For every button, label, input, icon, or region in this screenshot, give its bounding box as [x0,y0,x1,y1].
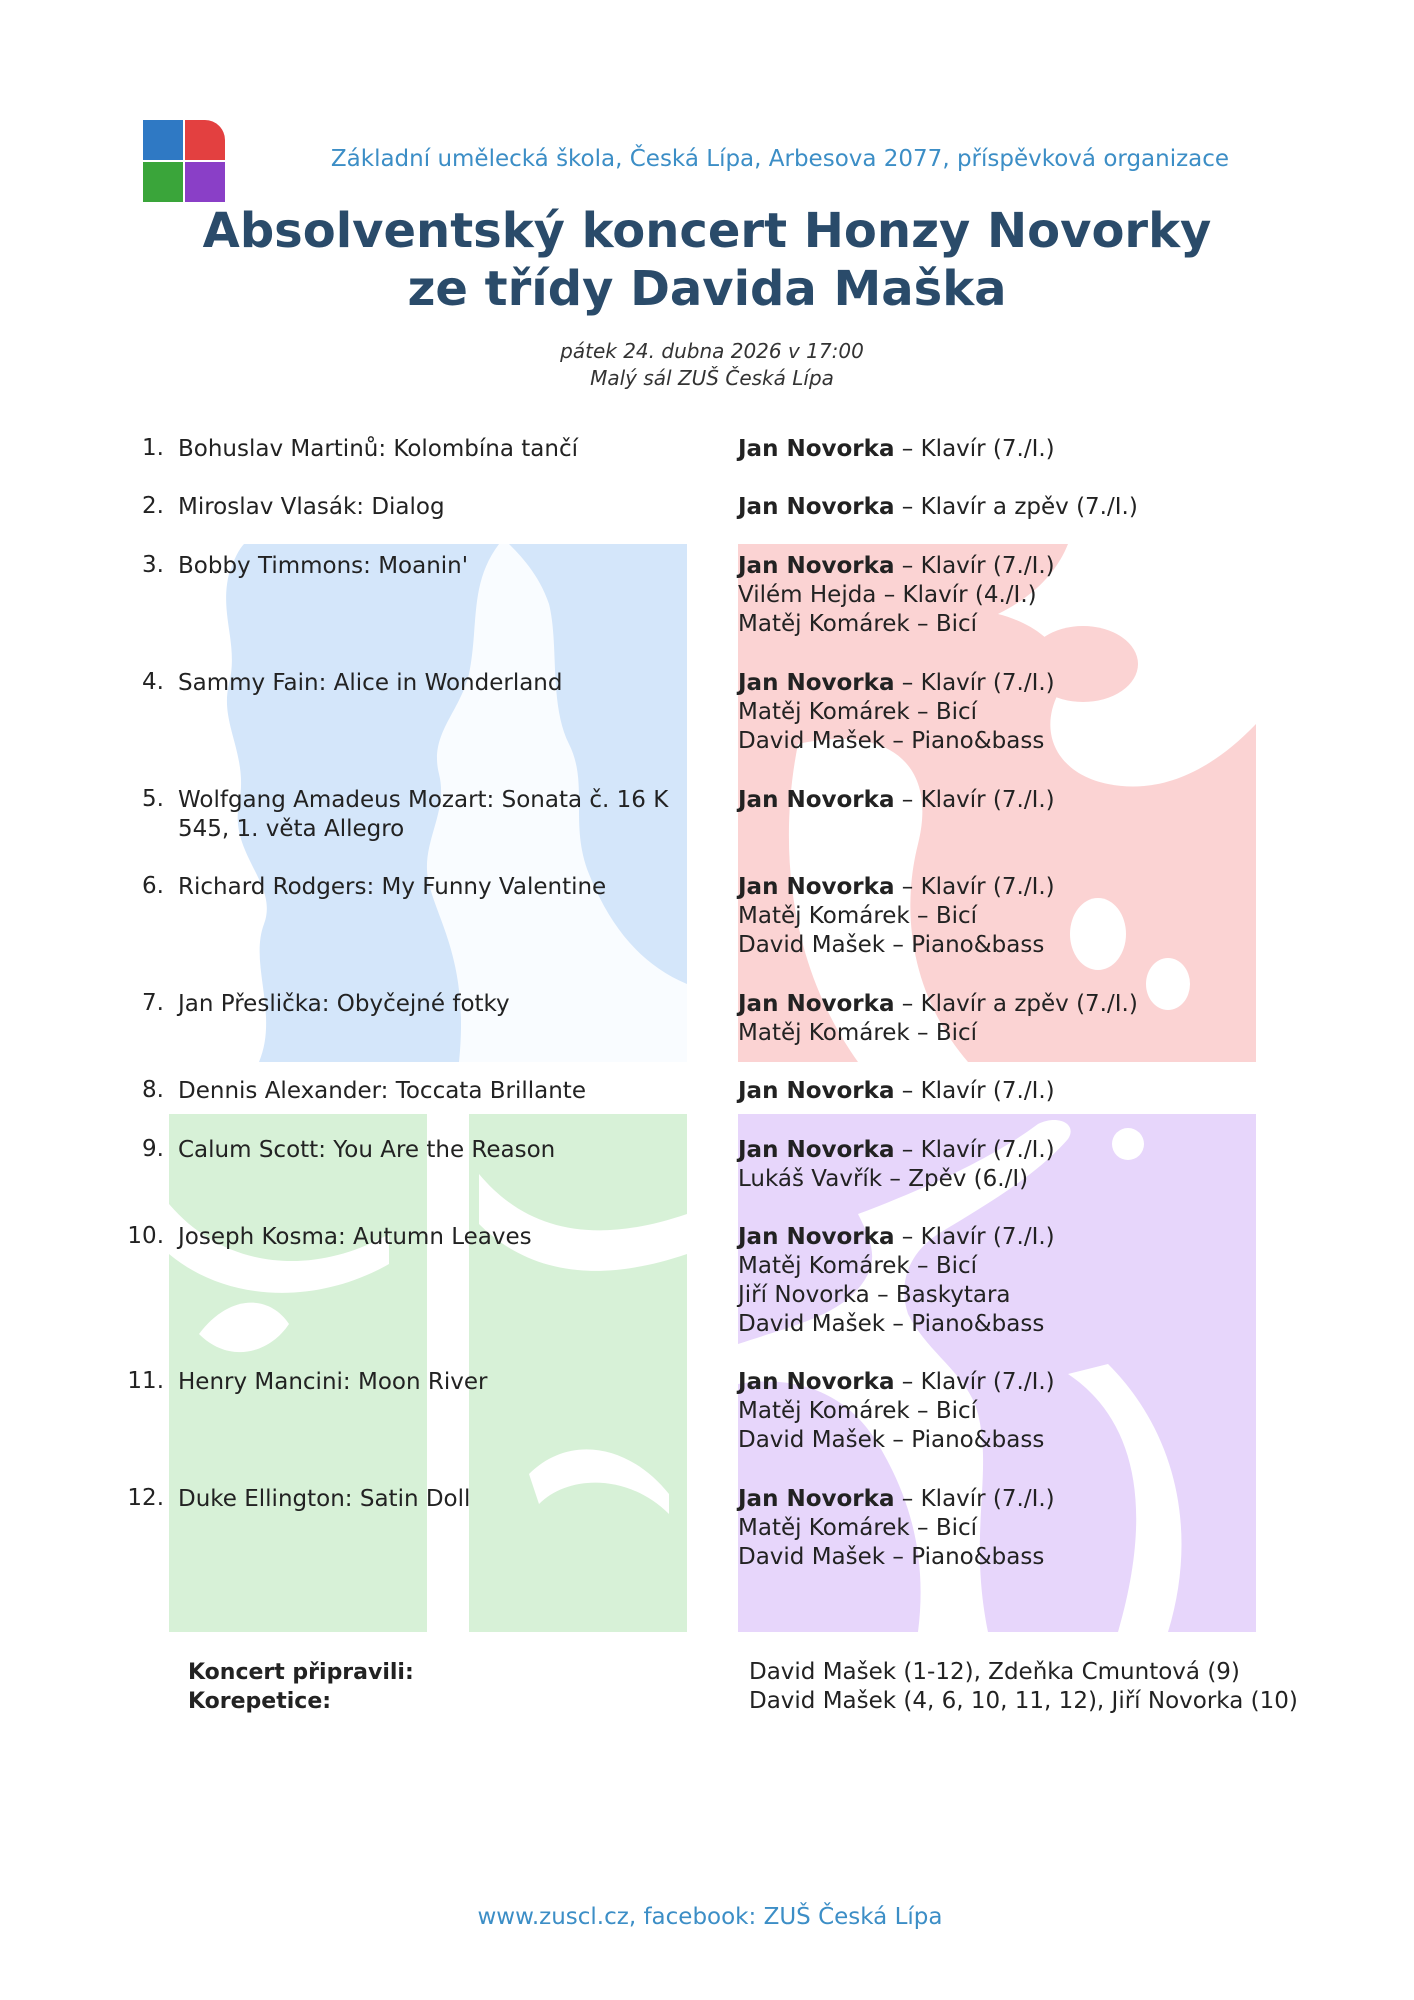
performer-line [738,1310,1298,1339]
title-line-2: ze třídy Davida Maška [407,261,1007,317]
performer-name: David Mašek [738,1311,886,1337]
performer-name: Jan Novorka [738,874,895,900]
performer-role: – Klavír (7./I.) [894,1078,1055,1104]
performer-role: – Piano&bass [885,728,1045,754]
performer-line [738,1368,1298,1397]
performer-role: – Bicí [909,903,978,929]
performer-name: Matěj Komárek [738,611,910,637]
program-piece: Henry Mancini: Moon River [178,1369,488,1395]
performer-line [738,1165,1298,1194]
performer-name: Jan Novorka [738,436,895,462]
performer-name: Jan Novorka [738,553,895,579]
program-number: 1. [142,435,164,461]
performer-name: Matěj Komárek [738,1398,910,1424]
performer-line [738,493,1298,522]
performer-role: – Bicí [909,1515,978,1541]
program-piece: Bohuslav Martinů: Kolombína tančí [178,436,578,462]
program-performers [738,669,1298,756]
performer-name: Jan Novorka [738,787,895,813]
performer-line [738,786,1298,815]
performer-role: – Klavír (7./I.) [894,874,1055,900]
performer-name: David Mašek [738,1544,886,1570]
program-performers [738,1077,1298,1106]
performer-line [738,1397,1298,1426]
performer-line [738,610,1298,639]
performer-role: – Bicí [909,1398,978,1424]
performer-line [738,931,1298,960]
performer-name: Matěj Komárek [738,903,910,929]
school-logo [143,120,225,202]
performer-role: – Klavír (7./I.) [894,1224,1055,1250]
program-performers [738,1368,1298,1455]
performer-name: Vilém Hejda [738,582,877,608]
performer-name: Matěj Komárek [738,699,910,725]
performer-role: – Baskytara [869,1282,1011,1308]
accompaniment-label: Korepetice: [188,1689,332,1714]
footer-links[interactable]: www.zuscl.cz, facebook: ZUŠ Česká Lípa [477,1904,943,1930]
performer-line [738,1136,1298,1165]
program-piece: Jan Přeslička: Obyčejné fotky [178,991,510,1017]
program-number: 12. [127,1485,164,1511]
performer-line [738,581,1298,610]
performer-line [738,552,1298,581]
performer-line [738,727,1298,756]
program-number: 3. [142,552,164,578]
program-performers [738,1485,1298,1572]
event-venue: Malý sál ZUŠ Česká Lípa [590,366,834,390]
prepared-label: Koncert připravili: [188,1660,414,1685]
logo-red-quadrant [185,120,225,160]
performer-role: – Bicí [909,1020,978,1046]
program-number: 8. [142,1077,164,1103]
performer-line [738,1281,1298,1310]
performer-name: Jiří Novorka [738,1282,870,1308]
program-performers [738,990,1298,1048]
program-piece: Joseph Kosma: Autumn Leaves [178,1224,532,1250]
program-number: 2. [142,493,164,519]
event-details [400,338,1024,392]
performer-line [738,1019,1298,1048]
performer-name: Jan Novorka [738,1369,895,1395]
performer-name: Jan Novorka [738,1078,895,1104]
logo-purple-quadrant [185,162,225,202]
performer-name: Jan Novorka [738,1224,895,1250]
performer-role: – Klavír (7./I.) [894,553,1055,579]
program-performers [738,1136,1298,1194]
performer-role: – Zpěv (6./I) [882,1166,1029,1192]
program-number: 7. [142,990,164,1016]
performer-name: David Mašek [738,728,886,754]
prepared-value: David Mašek (1-12), Zdeňka Cmuntová (9) [749,1659,1240,1685]
program-number: 5. [142,786,164,812]
performer-role: – Bicí [909,1253,978,1279]
logo-green-quadrant [143,162,183,202]
performer-role: – Bicí [909,611,978,637]
program-performers [738,786,1298,815]
credits-labels [188,1658,414,1716]
performer-role: – Klavír (4./I.) [876,582,1037,608]
performer-role: – Klavír (7./I.) [894,1137,1055,1163]
performer-role: – Klavír (7./I.) [894,1369,1055,1395]
performer-role: – Piano&bass [885,1311,1045,1337]
performer-line [738,1223,1298,1252]
program-number: 4. [142,669,164,695]
performer-name: Matěj Komárek [738,1253,910,1279]
program-performers [738,493,1298,522]
program-piece: Richard Rodgers: My Funny Valentine [178,874,607,900]
performer-name: Matěj Komárek [738,1020,910,1046]
credits-values [749,1658,1298,1716]
program-performers [738,1223,1298,1339]
program-piece: Dennis Alexander: Toccata Brillante [178,1078,586,1104]
program-number: 11. [127,1368,164,1394]
performer-line [738,1252,1298,1281]
page-title [180,202,1234,318]
performer-role: – Klavír a zpěv (7./I.) [894,494,1138,520]
program-piece: Bobby Timmons: Moanin' [178,553,469,579]
performer-line [738,1543,1298,1572]
performer-line [738,1485,1298,1514]
performer-line [738,1077,1298,1106]
title-line-1: Absolventský koncert Honzy Novorky [202,203,1212,259]
performer-role: – Klavír (7./I.) [894,1486,1055,1512]
performer-line [738,873,1298,902]
performer-line [738,435,1298,464]
program-performers [738,435,1298,464]
performer-line [738,669,1298,698]
program-piece: Wolfgang Amadeus Mozart: Sonata č. 16 K 545, 1. věta Allegro [178,787,669,842]
performer-name: Lukáš Vavřík [738,1166,883,1192]
performer-name: Jan Novorka [738,1137,895,1163]
program-piece: Duke Ellington: Satin Doll [178,1486,471,1512]
event-date: pátek 24. dubna 2026 v 17:00 [560,339,864,363]
performer-role: – Klavír (7./I.) [894,787,1055,813]
performer-line [738,902,1298,931]
program-piece: Sammy Fain: Alice in Wonderland [178,670,563,696]
program-performers [738,552,1298,639]
performer-role: – Piano&bass [885,932,1045,958]
performer-name: Jan Novorka [738,991,895,1017]
program-piece: Miroslav Vlasák: Dialog [178,494,445,520]
performer-line [738,1426,1298,1455]
performer-role: – Piano&bass [885,1427,1045,1453]
performer-name: Jan Novorka [738,1486,895,1512]
program-number: 6. [142,873,164,899]
logo-blue-quadrant [143,120,183,160]
program-piece: Calum Scott: You Are the Reason [178,1137,556,1163]
performer-role: – Klavír (7./I.) [894,436,1055,462]
school-name: Základní umělecká škola, Česká Lípa, Arbesova 2077, příspěvková organizace [330,146,1230,172]
program-number: 10. [127,1223,164,1249]
performer-name: Jan Novorka [738,670,895,696]
performer-line [738,698,1298,727]
program-number: 9. [142,1136,164,1162]
performer-name: David Mašek [738,1427,886,1453]
performer-name: David Mašek [738,932,886,958]
performer-line [738,1514,1298,1543]
performer-role: – Piano&bass [885,1544,1045,1570]
program-performers [738,873,1298,960]
performer-role: – Klavír a zpěv (7./I.) [894,991,1138,1017]
accompaniment-value: David Mašek (4, 6, 10, 11, 12), Jiří Novorka (10) [749,1688,1298,1714]
performer-role: – Bicí [909,699,978,725]
performer-line [738,990,1298,1019]
performer-name: Jan Novorka [738,494,895,520]
performer-name: Matěj Komárek [738,1515,910,1541]
performer-role: – Klavír (7./I.) [894,670,1055,696]
